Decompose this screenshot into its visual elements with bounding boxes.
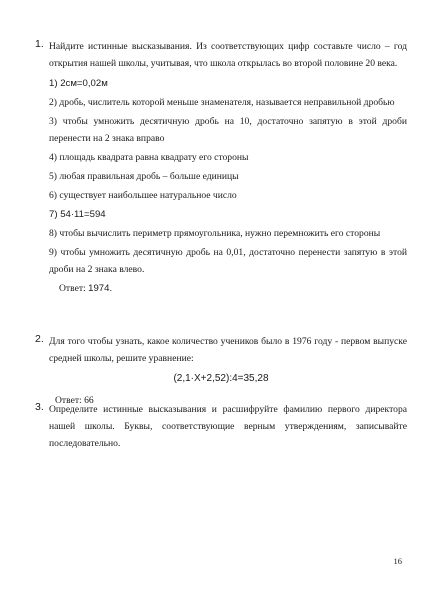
answer-value: 1974. (88, 283, 113, 294)
question-2-number: 2. (35, 333, 44, 345)
question-2-text: Для того чтобы узнать, какое количество учеников было в 1976 году - первом выпуске средней школы, решите уравнение: (49, 336, 407, 364)
item-5: 5) любая правильная дробь – больше единицы (49, 171, 239, 182)
question-2-answer: Ответ: 66 (55, 395, 94, 406)
question-3-number: 3. (35, 401, 44, 413)
question-3-text: Определите истинные высказывания и расшифруйте фамилию первого директора нашей школы. Буквы, соответствующие верным утверждениям, записывайте последовательно. (49, 404, 407, 449)
page-number: 16 (393, 556, 402, 566)
item-1: 1) 2см=0,02м (49, 78, 108, 89)
item-6: 6) существует наибольшее натуральное число (49, 190, 237, 201)
question-2 (35, 333, 407, 409)
question-1 (35, 38, 407, 297)
item-3: 3) чтобы умножить десятичную дробь на 10, достаточно запятую в этой дроби перенести на 2 знака вправо (49, 116, 407, 144)
answer-label: Ответ: (59, 283, 86, 294)
equation: (2,1·X+2,52):4=35,28 (173, 373, 269, 384)
question-1-number: 1. (35, 38, 44, 50)
item-2: 2) дробь, числитель которой меньше знаменателя, называется неправильной дробью (49, 97, 395, 108)
question-1-items (49, 75, 407, 297)
question-3 (35, 401, 407, 452)
item-9: 9) чтобы умножить десятичную дробь на 0,01, достаточно перенести запятую в этой дроби на 2 знака влево. (49, 247, 407, 275)
item-7: 7) 54·11=594 (49, 209, 106, 220)
item-8: 8) чтобы вычислить периметр прямоугольника, нужно перемножить его стороны (49, 228, 381, 239)
question-1-answer (59, 280, 407, 297)
question-1-text: Найдите истинные высказывания. Из соответствующих цифр составьте число – год открытия нашей школы, учитывая, что школа открылась во второй половине 20 века. (49, 41, 407, 69)
item-4: 4) площадь квадрата равна квадрату его стороны (49, 152, 249, 163)
